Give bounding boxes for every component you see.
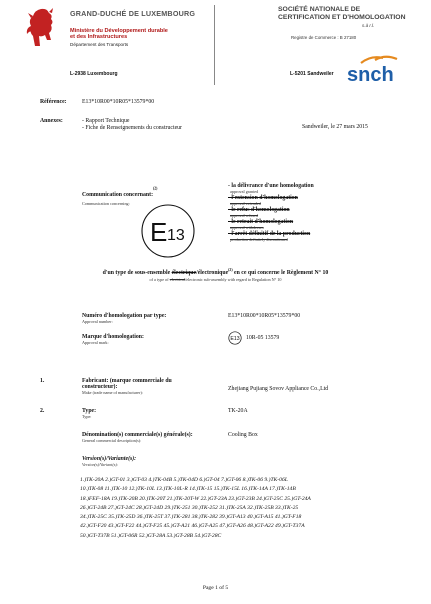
approval-number-label: Numéro d'homologation par type: Approval number: — [82, 313, 167, 324]
annex-item: - Fiche de Renseignements du constructeur — [82, 125, 182, 132]
variant-line: 34.)TK-25C 35.)TK-25D 36.)TK-25T 37.)TK-281 38.)TK-282 39.)GT-A13 40.)GT-A15 41.)GT-F18 — [80, 514, 302, 521]
department-name: Département des Transports — [70, 42, 129, 47]
denomination-label: Dénomination(s) commerciale(s) générale(s): General commercial description(s): — [82, 432, 193, 443]
option-withdrawn: - le retrait d'homologation approval withdrawn — [228, 219, 294, 230]
variants-list — [80, 476, 410, 541]
reference-label: Référence: — [40, 99, 67, 105]
approval-mark-small-icon — [228, 331, 242, 345]
denomination-value: Cooling Box — [228, 432, 258, 438]
option-extended: - l'extension d'homologation approval extended — [228, 195, 298, 206]
svg-text:13: 13 — [167, 227, 185, 244]
variant-line: 1.)TK-20A 2.)GT-01 3.)GT-03 4.)TK-04B 5.)TK-04D 6.)GT-04 7.)GT-06 8.)TK-06 9.)TK-06L — [80, 477, 288, 483]
variant-line: 50.)GT-T37B 51.)GT-06R 52.)GT-28A 53.)GT-28B 54.)GT-28C — [80, 532, 222, 539]
annex-item: - Rapport Technique — [82, 118, 130, 124]
section-2-number: 2. — [40, 408, 45, 414]
right-address: L-5201 Sandweiler — [290, 71, 334, 77]
country-name: GRAND-DUCHÉ DE LUXEMBOURG — [70, 9, 196, 18]
svg-text:snch: snch — [347, 64, 394, 84]
svg-text:E13: E13 — [230, 336, 240, 343]
page-number: Page 1 of 5 — [202, 585, 229, 591]
manufacturer-value: Zhejiang Pujiang Sovov Appliance Co.,Ltd — [228, 386, 329, 392]
approval-number-value: E13*10R00*10R05*13579*00 — [228, 313, 301, 319]
variant-line: 26.)GT-24B 27.)GT-24C 28.)GT-24D 29.)TK-251 30.)TK-252 31.)TK-25A 32.)TK-25B 33.)TK-25 — [80, 504, 299, 511]
subassembly-statement: d'un type de sous-ensemble électrique/électronique$^{(2)}$ en ce qui concerne le Règlement N° 10 of a type of electrical/electronic sub-assembly with regard to Regulation N° 10 — [102, 268, 329, 282]
left-address: L-2938 Luxembourg — [70, 71, 118, 77]
snch-legal-form: s.à r.l. — [362, 23, 375, 28]
communication-heading: Communication concernant:$^{(2)}$ Communication concerning: — [82, 186, 158, 206]
approval-e-mark-icon — [140, 203, 196, 259]
snch-name: SOCIÉTÉ NATIONALE DE CERTIFICATION ET D'HOMOLOGATION — [278, 6, 406, 22]
annexes-list — [82, 118, 182, 132]
section-1-number: 1. — [40, 378, 45, 384]
trade-register: Registre de Commerce : B 27180 — [291, 35, 357, 40]
type-value: TK-20A — [228, 408, 248, 414]
manufacturer-label: Fabricant: (marque commerciale du constructeur): Make (trade name of manufacturer): — [82, 378, 172, 395]
approval-mark-label: Marque d'homologation: Approval mark: — [82, 334, 144, 345]
type-label: Type: Type: — [82, 408, 97, 419]
header-divider — [214, 5, 215, 85]
variant-line: 18.)FEF-18A 19.)TK-20B 20.)TK-20T 21.)TK-20T-W 22.)GT-23A 23.)GT-23B 24.)GT-25C 25.)GT-24A — [80, 495, 311, 502]
svg-text:E: E — [150, 217, 168, 247]
reference-value: E13*10R00*10R05*13579*00 — [82, 99, 155, 105]
variant-line: 42.)GT-F20 43.)GT-F22 44.)GT-F25 45.)GT-A21 46.)GT-A25 47.)GT-A26 48.)GT-A22 49.)GT-T37A — [80, 523, 305, 530]
ministry-name: Ministère du Développement durable et des Infrastructures — [70, 28, 168, 41]
variant-line: 10.)TK-08 11.)TK-10 12.)TK-10L 13.)TK-10L-R 14.)TK-15 15.)TK-15L 16.)TK-14A 17.)TK-14B — [80, 486, 296, 493]
version-label: Version(s)/Variante(s): Version(s)/Variant(s): — [82, 456, 137, 467]
snch-logo-icon — [345, 54, 413, 84]
luxembourg-lion-emblem-icon — [25, 6, 57, 48]
place-date: Sandweiler, le 27 mars 2015 — [302, 124, 368, 130]
option-discontinued: - l'arrêt définitif de la production production definitely discontinued — [228, 231, 311, 242]
option-granted: - la délivrance d'une homologation approval granted — [228, 183, 314, 194]
approval-mark-value: 10R-05 13579 — [246, 335, 280, 341]
communication-options — [228, 183, 314, 242]
annexes-label: Annexes: — [40, 118, 63, 124]
option-refused: - le refus d'homologation approval refused — [228, 207, 290, 218]
